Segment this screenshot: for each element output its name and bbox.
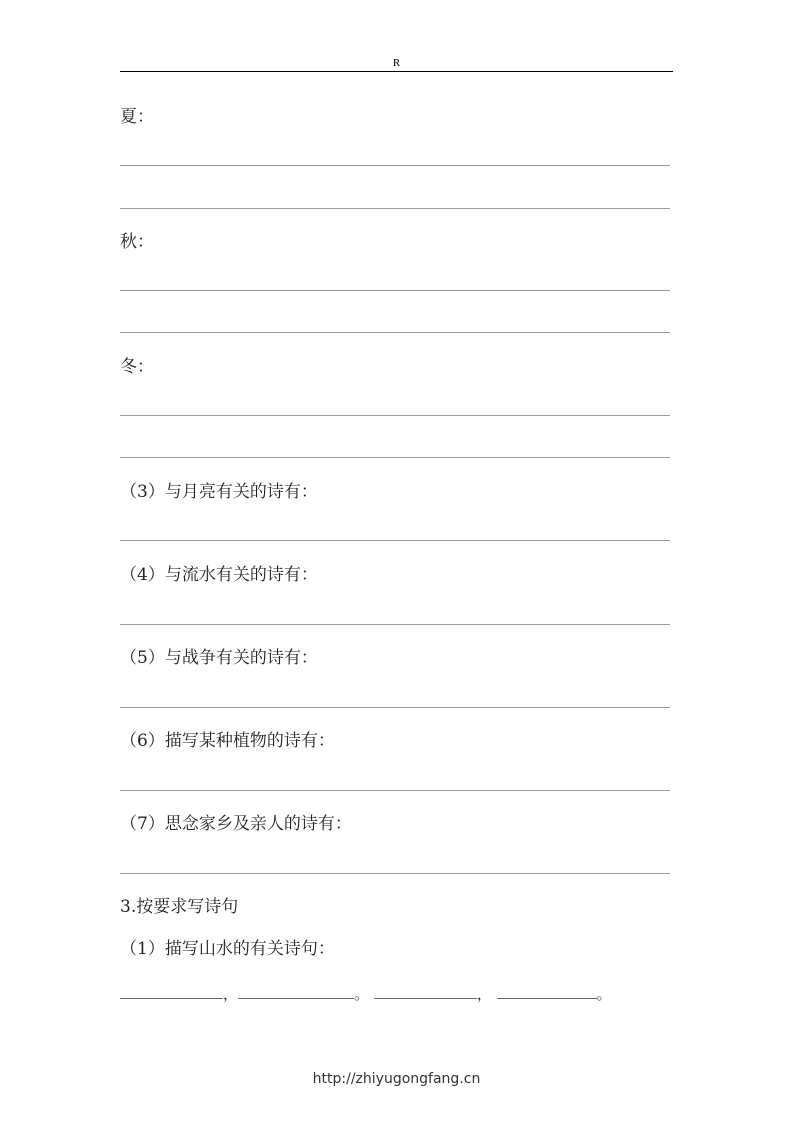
question-item-7: （7）思念家乡及亲人的诗有： [120, 814, 352, 834]
punctuation-comma: ， [223, 985, 239, 1003]
answer-line [120, 457, 670, 458]
question-item-6: （6）描写某种植物的诗有： [120, 731, 335, 751]
answer-line [120, 624, 670, 625]
autumn-label: 秋： [120, 232, 154, 252]
answer-line [120, 290, 670, 291]
fill-blank[interactable] [120, 984, 223, 999]
fill-in-blanks-row [120, 984, 612, 1004]
question-item-3: （3）与月亮有关的诗有： [120, 482, 318, 502]
answer-line [120, 165, 670, 166]
answer-line [120, 873, 670, 874]
footer-url[interactable]: http://zhiyugongfang.cn [312, 1071, 481, 1087]
punctuation-comma: ， [476, 985, 492, 1003]
punctuation-period: 。 [596, 985, 612, 1003]
question-3-title: 3.按要求写诗句 [120, 897, 239, 917]
question-item-4: （4）与流水有关的诗有： [120, 565, 318, 585]
header-rule [120, 71, 673, 72]
fill-blank[interactable] [374, 984, 477, 999]
header-mark: R [392, 57, 401, 69]
answer-line [120, 415, 670, 416]
answer-line [120, 790, 670, 791]
summer-label: 夏： [120, 107, 154, 127]
question-3-sub-1: （1）描写山水的有关诗句： [120, 939, 335, 959]
fill-blank[interactable] [238, 984, 354, 999]
answer-line [120, 707, 670, 708]
answer-line [120, 332, 670, 333]
winter-label: 冬： [120, 357, 154, 377]
answer-line [120, 208, 670, 209]
punctuation-period: 。 [354, 985, 370, 1003]
fill-blank[interactable] [497, 984, 597, 999]
answer-line [120, 540, 670, 541]
question-item-5: （5）与战争有关的诗有： [120, 648, 318, 668]
